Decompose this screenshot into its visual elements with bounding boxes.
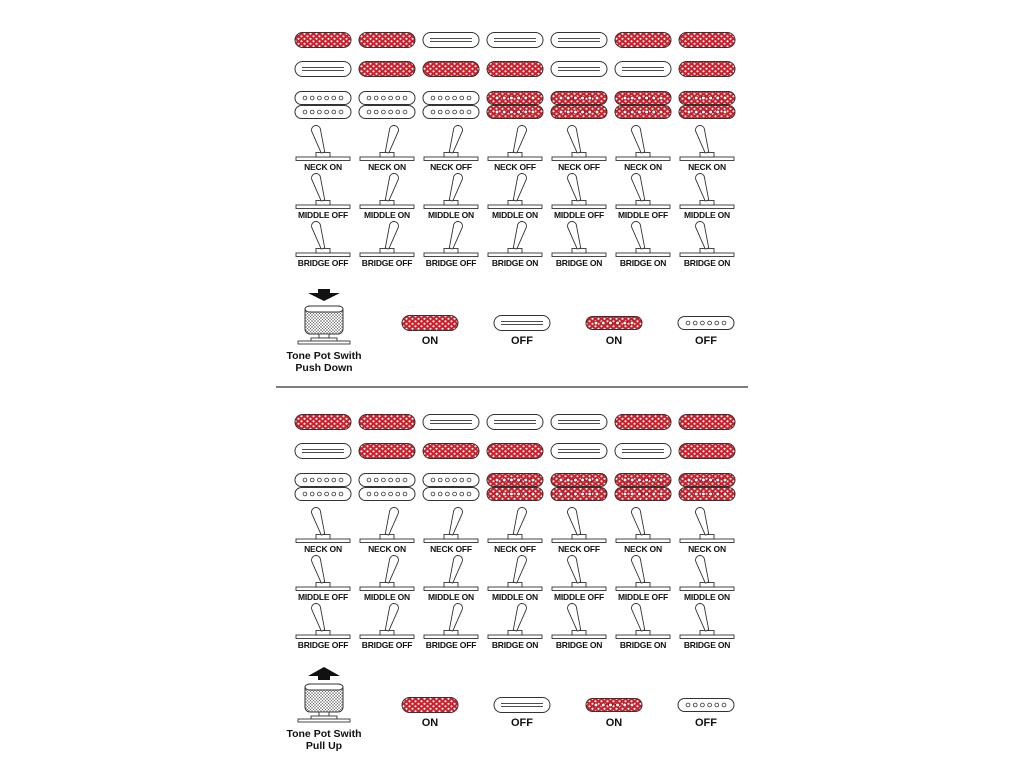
toggle-switch-icon (424, 222, 478, 268)
humbucker-pickup-on (487, 92, 543, 119)
humbucker-pickup-off-coil-a (295, 474, 351, 487)
toggle-switch-icon (360, 508, 414, 554)
toggle-switch-icon-label: BRIDGE ON (619, 640, 667, 650)
toggle-switch-icon (296, 222, 350, 268)
knob-icon (298, 684, 350, 722)
humbucker-pickup-off (295, 92, 351, 119)
toggle-switch-icon (680, 221, 734, 268)
humbucker-pickup-off-coil-a (423, 92, 479, 105)
legend-label: ON (421, 717, 439, 729)
humbucker-pickup-off-coil-b (295, 106, 351, 119)
toggle-switch-icon (616, 126, 670, 172)
single-coil-pickup-on (679, 415, 735, 430)
toggle-switch-icon (616, 174, 670, 220)
humbucker-pickup-on-coil-b (615, 106, 671, 119)
legend-single-on (402, 698, 458, 713)
humbucker-pickup-on (679, 474, 735, 501)
toggle-switch-icon-label: NECK ON (624, 162, 662, 172)
single-coil-pickup-off (551, 415, 607, 430)
toggle-switch-icon (488, 556, 542, 602)
single-coil-pickup-on (359, 62, 415, 77)
humbucker-pickup-on (551, 474, 607, 501)
toggle-switch-icon (488, 222, 542, 268)
humbucker-pickup-on-coil-b (679, 106, 735, 119)
toggle-switch-icon (488, 508, 542, 554)
humbucker-pickup-off-coil-b (423, 488, 479, 501)
toggle-switch-icon-label: BRIDGE OFF (425, 640, 477, 650)
legend-label: OFF (695, 717, 717, 729)
toggle-switch-icon (552, 556, 606, 602)
single-coil-pickup-on (615, 415, 671, 430)
humbucker-pickup-on-coil-b (487, 488, 543, 501)
humbucker-pickup-off (295, 474, 351, 501)
switch-row (296, 604, 734, 651)
switch-row (296, 556, 734, 603)
toggle-switch-icon (296, 508, 350, 554)
single-coil-pickup-off (487, 33, 543, 48)
legend-label: OFF (695, 335, 717, 347)
toggle-switch-icon (360, 126, 414, 172)
tone-pot-knob (286, 667, 361, 752)
toggle-switch-icon-label: MIDDLE OFF (554, 592, 604, 602)
toggle-switch-icon (680, 556, 734, 603)
single-coil-pickup-on (679, 62, 735, 77)
panel-pull-up (286, 415, 735, 753)
humbucker-pickup-on-coil-a (615, 92, 671, 105)
toggle-switch-icon (616, 556, 670, 602)
legend-hum-single-off (678, 699, 734, 712)
humbucker-pickup-off-coil-b (295, 488, 351, 501)
toggle-switch-icon-label: NECK ON (304, 544, 342, 554)
toggle-switch-icon-label: NECK OFF (430, 162, 472, 172)
toggle-switch-icon (552, 174, 606, 220)
single-coil-pickup-on (487, 444, 543, 459)
humbucker-pickup-off-coil-b (359, 106, 415, 119)
single-coil-pickup-on (615, 33, 671, 48)
toggle-switch-icon (424, 556, 478, 602)
humbucker-pickup-off-coil-a (423, 474, 479, 487)
humbucker-pickup-on (551, 92, 607, 119)
toggle-switch-icon (680, 507, 734, 554)
arrow-down-icon (308, 289, 340, 301)
single-coil-pickup-off (551, 33, 607, 48)
humbucker-pickup-on (487, 474, 543, 501)
toggle-switch-icon (296, 556, 350, 602)
toggle-switch-icon (360, 556, 414, 602)
legend-label: OFF (511, 717, 533, 729)
toggle-switch-icon (296, 604, 350, 650)
toggle-switch-icon-label: BRIDGE ON (491, 258, 539, 268)
toggle-switch-icon-label: BRIDGE ON (555, 258, 603, 268)
humbucker-pickup-on (615, 474, 671, 501)
toggle-switch-icon-label: NECK OFF (430, 544, 472, 554)
single-coil-pickup-on (487, 62, 543, 77)
legend-hum-single-on (586, 699, 642, 712)
single-coil-pickup-off (295, 444, 351, 459)
legend-label: ON (421, 335, 439, 347)
toggle-switch-icon-label: BRIDGE ON (619, 258, 667, 268)
humbucker-pickup-on-coil-a (615, 474, 671, 487)
toggle-switch-icon-label: NECK ON (368, 544, 406, 554)
humbucker-pickup-off (359, 92, 415, 119)
toggle-switch-icon-label: BRIDGE OFF (425, 258, 477, 268)
legend (402, 698, 734, 730)
single-coil-pickup-off (423, 33, 479, 48)
humbucker-pickup-off (423, 92, 479, 119)
switch-row (296, 507, 734, 554)
humbucker-pickup-on-coil-a (487, 92, 543, 105)
single-coil-pickup-off (615, 444, 671, 459)
toggle-switch-icon-label: MIDDLE ON (684, 592, 730, 602)
toggle-switch-icon-label: MIDDLE OFF (618, 592, 668, 602)
pickup-row (295, 33, 735, 48)
single-coil-pickup-on (679, 444, 735, 459)
toggle-switch-icon (424, 508, 478, 554)
toggle-switch-icon-label: NECK ON (368, 162, 406, 172)
legend-label: OFF (511, 335, 533, 347)
legend-hum-single-off (678, 317, 734, 330)
toggle-switch-icon-label: NECK ON (688, 544, 726, 554)
toggle-switch-icon-label: MIDDLE ON (684, 210, 730, 220)
legend-hum-single-on (586, 317, 642, 330)
toggle-switch-icon-label: NECK ON (688, 162, 726, 172)
toggle-switch-icon-label: MIDDLE ON (492, 592, 538, 602)
humbucker-pickup-on-coil-a (679, 474, 735, 487)
toggle-switch-icon-label: BRIDGE ON (683, 258, 731, 268)
toggle-switch-icon (488, 126, 542, 172)
single-coil-pickup-on (423, 444, 479, 459)
single-coil-pickup-on (359, 444, 415, 459)
humbucker-pickup-on-coil-b (551, 488, 607, 501)
humbucker-pickup-on-coil-a (679, 92, 735, 105)
humbucker-pickup-off (359, 474, 415, 501)
knob-icon (298, 306, 350, 344)
legend-single-off (494, 316, 550, 331)
toggle-switch-icon-label: NECK OFF (558, 544, 600, 554)
humbucker-pickup-on-coil-b (679, 488, 735, 501)
toggle-switch-icon (680, 604, 734, 651)
humbucker-pickup-on-coil-a (487, 474, 543, 487)
single-coil-pickup-off (487, 415, 543, 430)
switch-row (296, 174, 734, 221)
toggle-switch-icon-label: MIDDLE OFF (298, 210, 348, 220)
knob-caption-line1: Tone Pot Swith (286, 350, 362, 362)
toggle-switch-icon (360, 222, 414, 268)
humbucker-pickup-on-coil-a (551, 474, 607, 487)
humbucker-pickup-off-coil-a (359, 92, 415, 105)
toggle-switch-icon (616, 604, 670, 650)
knob-caption-line2: Push Down (295, 362, 353, 374)
humbucker-pickup-on (679, 92, 735, 119)
legend-label: ON (605, 335, 623, 347)
toggle-switch-icon-label: NECK ON (624, 544, 662, 554)
toggle-switch-icon-label: BRIDGE OFF (297, 258, 349, 268)
single-coil-pickup-off (615, 62, 671, 77)
single-coil-pickup-on (359, 415, 415, 430)
toggle-switch-icon-label: BRIDGE OFF (361, 258, 413, 268)
pickup-row (295, 444, 735, 459)
toggle-switch-icon (552, 126, 606, 172)
knob-caption-line2: Pull Up (305, 740, 343, 752)
humbucker-pickup-on-coil-b (551, 106, 607, 119)
single-coil-pickup-on (679, 33, 735, 48)
toggle-switch-icon (680, 174, 734, 221)
single-coil-pickup-on (295, 33, 351, 48)
knob-caption-line1: Tone Pot Swith (286, 728, 362, 740)
toggle-switch-icon (424, 174, 478, 220)
toggle-switch-icon-label: MIDDLE ON (364, 210, 410, 220)
legend-label: ON (605, 717, 623, 729)
toggle-switch-icon-label: BRIDGE OFF (297, 640, 349, 650)
single-coil-pickup-off (423, 415, 479, 430)
panel-push-down (286, 33, 735, 375)
single-coil-pickup-on (423, 62, 479, 77)
toggle-switch-icon (488, 604, 542, 650)
switch-row (296, 221, 734, 268)
legend-single-off (494, 698, 550, 713)
pickup-row (295, 415, 735, 430)
humbucker-pickup-off-coil-a (295, 92, 351, 105)
legend (402, 316, 734, 348)
humbucker-pickup-off-coil-b (423, 106, 479, 119)
toggle-switch-icon (616, 508, 670, 554)
toggle-switch-icon (616, 222, 670, 268)
tone-pot-knob (286, 289, 361, 374)
toggle-switch-icon-label: MIDDLE OFF (554, 210, 604, 220)
single-coil-pickup-off (551, 444, 607, 459)
pickup-row (295, 92, 735, 119)
single-coil-pickup-off (551, 62, 607, 77)
switch-row (296, 125, 734, 172)
pickup-row (295, 62, 735, 77)
humbucker-pickup-on (615, 92, 671, 119)
toggle-switch-icon (680, 125, 734, 172)
toggle-switch-icon-label: MIDDLE OFF (298, 592, 348, 602)
humbucker-pickup-off-coil-b (359, 488, 415, 501)
toggle-switch-icon (552, 508, 606, 554)
toggle-switch-icon-label: MIDDLE ON (428, 210, 474, 220)
humbucker-pickup-on-coil-b (615, 488, 671, 501)
toggle-switch-icon-label: NECK OFF (558, 162, 600, 172)
toggle-switch-icon (488, 174, 542, 220)
toggle-switch-icon-label: BRIDGE ON (555, 640, 603, 650)
humbucker-pickup-off (423, 474, 479, 501)
toggle-switch-icon-label: BRIDGE ON (491, 640, 539, 650)
humbucker-pickup-on-coil-a (551, 92, 607, 105)
humbucker-pickup-off-coil-a (359, 474, 415, 487)
toggle-switch-icon-label: NECK OFF (494, 544, 536, 554)
toggle-switch-icon (424, 126, 478, 172)
toggle-switch-icon-label: BRIDGE ON (683, 640, 731, 650)
single-coil-pickup-on (359, 33, 415, 48)
single-coil-pickup-off (295, 62, 351, 77)
toggle-switch-icon-label: MIDDLE ON (428, 592, 474, 602)
toggle-switch-icon-label: NECK OFF (494, 162, 536, 172)
toggle-switch-icon-label: BRIDGE OFF (361, 640, 413, 650)
toggle-switch-icon (360, 174, 414, 220)
pickup-row (295, 474, 735, 501)
toggle-switch-icon (360, 604, 414, 650)
arrow-up-icon (308, 667, 340, 680)
single-coil-pickup-on (295, 415, 351, 430)
toggle-switch-icon (552, 604, 606, 650)
toggle-switch-icon (296, 126, 350, 172)
toggle-switch-icon-label: NECK ON (304, 162, 342, 172)
toggle-switch-icon-label: MIDDLE ON (492, 210, 538, 220)
humbucker-pickup-on-coil-b (487, 106, 543, 119)
toggle-switch-icon (552, 222, 606, 268)
toggle-switch-icon-label: MIDDLE ON (364, 592, 410, 602)
toggle-switch-icon (424, 604, 478, 650)
legend-single-on (402, 316, 458, 331)
toggle-switch-icon (296, 174, 350, 220)
toggle-switch-icon-label: MIDDLE OFF (618, 210, 668, 220)
